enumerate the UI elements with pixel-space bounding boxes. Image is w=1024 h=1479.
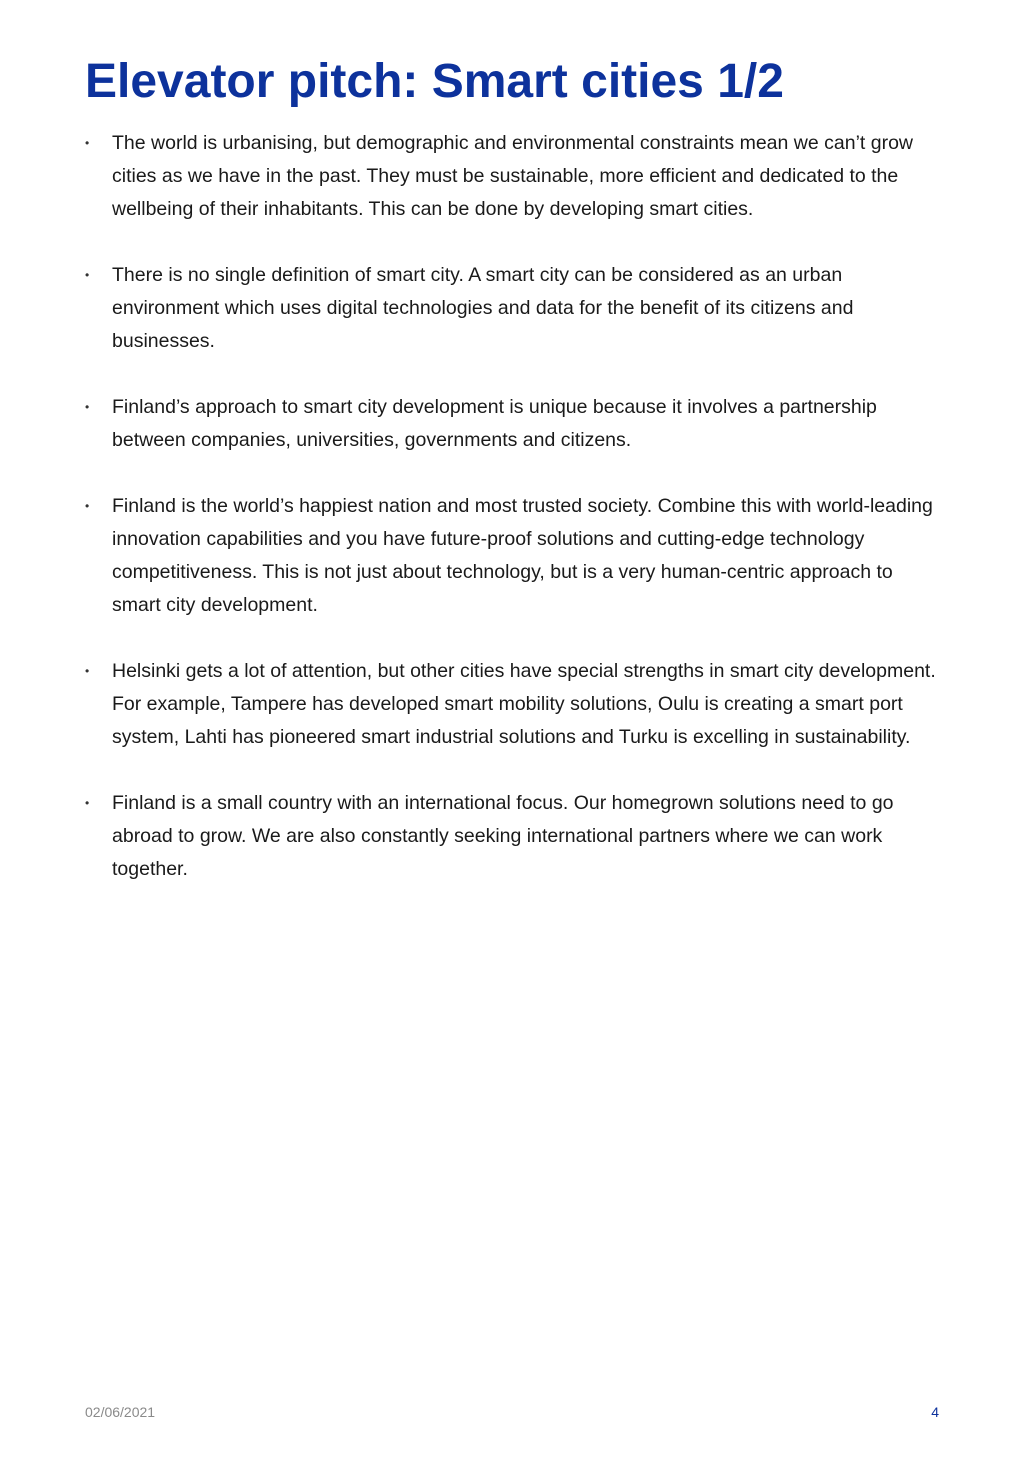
- bullet-icon: •: [85, 136, 90, 150]
- list-item: [85, 787, 945, 886]
- bullet-icon: •: [85, 796, 90, 810]
- footer-date: 02/06/2021: [85, 1404, 156, 1420]
- bullet-text: The world is urbanising, but demographic and environmental constraints mean we can’t grow cities as we have in the past. They must be sustainable, more efficient and dedicated to the wellbeing of their inhabitants. This can be done by developing smart cities.: [112, 132, 914, 220]
- list-item: [85, 259, 945, 358]
- page-number: 4: [931, 1404, 939, 1420]
- bullet-icon: •: [85, 664, 90, 678]
- bullet-text: Finland’s approach to smart city development is unique because it involves a partnership between companies, universities, governments and citizens.: [112, 396, 877, 451]
- list-item: [85, 127, 945, 226]
- bullet-list: [85, 127, 945, 919]
- bullet-icon: •: [85, 400, 90, 414]
- list-item: [85, 655, 945, 754]
- bullet-icon: •: [85, 499, 90, 513]
- list-item: [85, 490, 945, 622]
- page-title: Elevator pitch: Smart cities 1/2: [85, 55, 784, 108]
- bullet-icon: •: [85, 268, 90, 282]
- bullet-text: Helsinki gets a lot of attention, but other cities have special strengths in smart city development. For example, Tampere has developed smart mobility solutions, Oulu is creating a smart port system, Lahti has pioneered smart industrial solutions and Turku is excelling in sustainability.: [112, 660, 936, 748]
- bullet-text: Finland is a small country with an international focus. Our homegrown solutions need to go abroad to grow. We are also constantly seeking international partners where we can work together.: [112, 792, 894, 880]
- bullet-text: Finland is the world’s happiest nation and most trusted society. Combine this with world-leading innovation capabilities and you have future-proof solutions and cutting-edge technology competitiveness. This is not just about technology, but is a very human-centric approach to smart city development.: [112, 495, 933, 616]
- bullet-text: There is no single definition of smart city. A smart city can be considered as an urban environment which uses digital technologies and data for the benefit of its citizens and businesses.: [112, 264, 854, 352]
- list-item: [85, 391, 945, 457]
